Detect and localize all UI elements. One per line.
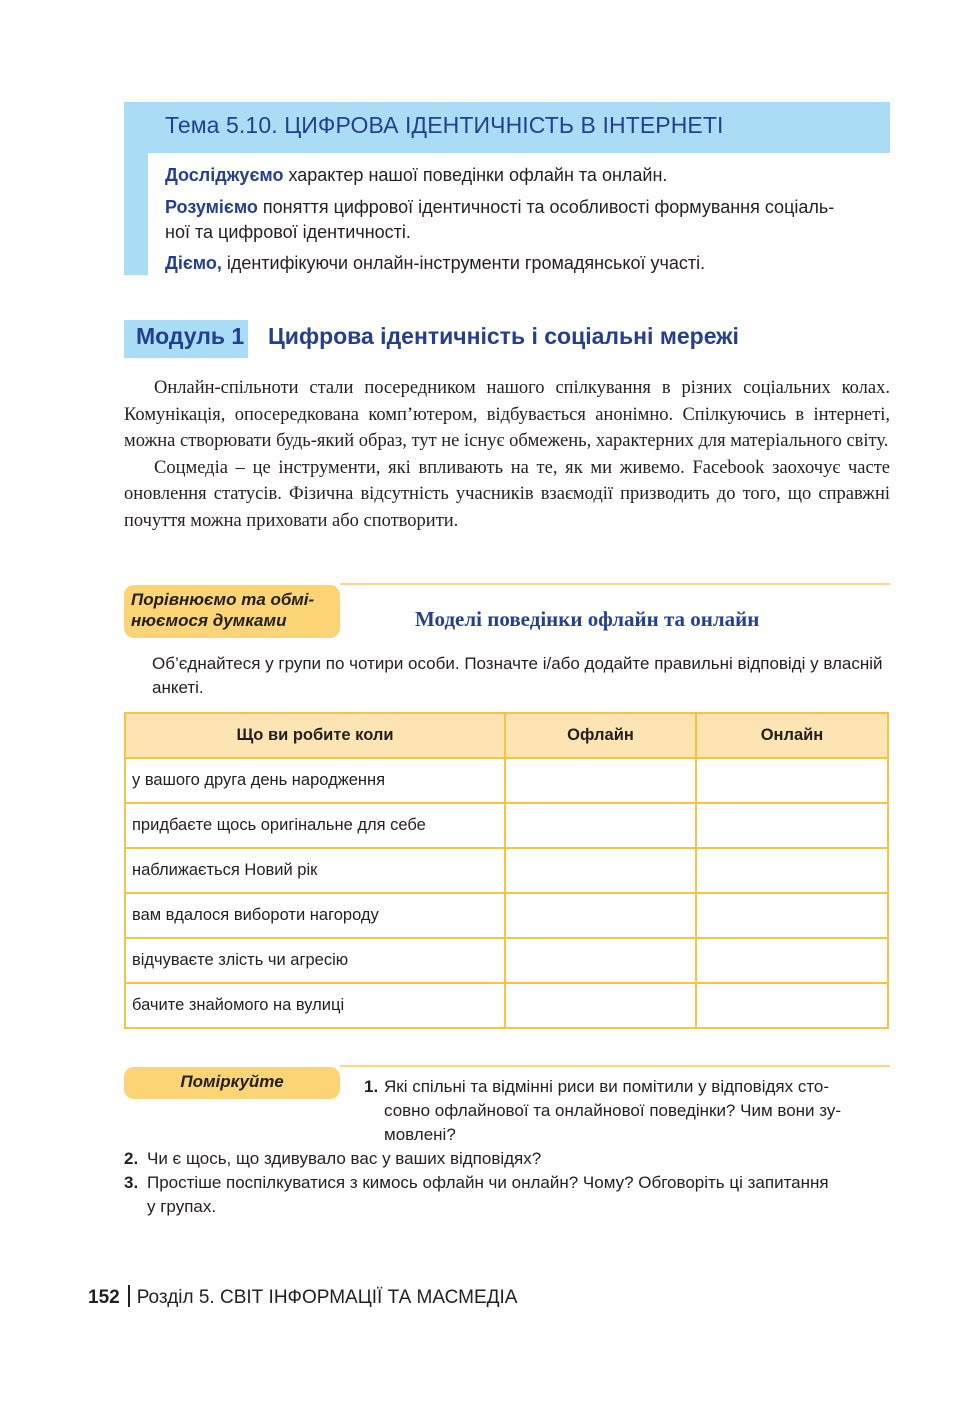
column-header-offline: Офлайн [505,713,696,758]
topic-side-bar [124,153,148,275]
column-header-situation: Що ви робите коли [125,713,505,758]
body-text [124,375,890,534]
goal-understand-text: поняття цифрової ідентичності та особливості формування соціаль- [257,197,835,217]
goal-understand-lead: Розуміємо [165,197,258,217]
question-3-number: 3. [124,1173,139,1192]
goal-act-lead: Діємо, [165,253,222,273]
goal-explore-lead: Досліджуємо [165,165,284,185]
offline-answer-cell[interactable] [505,983,696,1028]
section-divider [340,583,890,585]
goal-act [165,251,891,276]
topic-title: Тема 5.10. ЦИФРОВА ІДЕНТИЧНІСТЬ В ІНТЕРНЕТІ [165,112,724,138]
table-header-row [125,713,888,758]
question-1-line-1: Які спільні та відмінні риси ви помітили у відповідях сто- [384,1077,830,1096]
discuss-pill-line-1: Порівнюємо та обмі- [131,590,315,609]
question-1-text [384,1075,892,1147]
offline-answer-cell[interactable] [505,848,696,893]
question-3-line-1: Простіше поспілкуватися з кимось офлайн чи онлайн? Чому? Обговоріть ці запитання [147,1173,829,1192]
situation-cell: у вашого друга день народження [125,758,505,803]
goal-understand-text-cont: ної та цифрової ідентичності. [165,222,411,242]
paragraph-2: Соцмедіа – це інструменти, які впливають на те, як ми живемо. Facebook заохочує часте оновлення статусів. Фізична відсутність учасників взаємодії призводить до того, що справжні почуття можна приховати або спотворити. [124,457,890,531]
page-number: 152 [88,1287,120,1308]
table-row [125,983,888,1028]
goal-explore [165,163,891,188]
offline-answer-cell[interactable] [505,758,696,803]
column-header-online: Онлайн [696,713,888,758]
think-pill-text: Поміркуйте [180,1072,284,1091]
footer-section-title: Розділ 5. СВІТ ІНФОРМАЦІЇ ТА МАСМЕДІА [136,1287,518,1308]
module-title: Цифрова ідентичність і соціальні мережі [268,323,739,349]
online-answer-cell[interactable] [696,848,888,893]
module-label: Модуль 1 [136,323,245,349]
goal-explore-text: характер нашої поведінки офлайн та онлайн. [283,165,668,185]
think-divider [340,1065,890,1067]
offline-answer-cell[interactable] [505,803,696,848]
online-answer-cell[interactable] [696,983,888,1028]
question-3-line-2: у групах. [147,1197,217,1216]
discuss-pill-text [131,589,341,631]
question-2 [124,1147,894,1171]
question-2-text: Чи є щось, що здивувало вас у ваших відповідях? [147,1149,542,1168]
online-answer-cell[interactable] [696,938,888,983]
question-1-line-2: совно офлайнової та онлайнової поведінки? Чим вони зу- [384,1101,842,1120]
question-3-text [147,1171,894,1219]
instruction-text: Об’єднайтеся у групи по чотири особи. Позначте і/або додайте правильні відповіді у власній анкеті. [152,654,883,697]
offline-answer-cell[interactable] [505,938,696,983]
table-row [125,848,888,893]
online-answer-cell[interactable] [696,803,888,848]
footer-separator [128,1285,130,1307]
behavior-table [124,712,889,1029]
situation-cell: відчуваєте злість чи агресію [125,938,505,983]
question-2-number: 2. [124,1149,139,1168]
situation-cell: вам вдалося вибороти нагороду [125,893,505,938]
question-1-number: 1. [364,1077,379,1096]
situation-cell: придбаєте щось оригінальне для себе [125,803,505,848]
section-heading: Моделі поведінки офлайн та онлайн [415,607,760,631]
online-answer-cell[interactable] [696,893,888,938]
table-row [125,803,888,848]
page-footer [88,1285,517,1309]
goal-act-text: ідентифікуючи онлайн-інструменти громадянської участі. [221,253,706,273]
table-row [125,938,888,983]
table-row [125,758,888,803]
situation-cell: бачите знайомого на вулиці [125,983,505,1028]
question-1 [364,1075,894,1144]
online-answer-cell[interactable] [696,758,888,803]
question-1-line-3: мовлені? [384,1125,456,1144]
goal-understand [165,195,891,245]
situation-cell: наближається Новий рік [125,848,505,893]
discuss-pill-line-2: нюємося думками [131,611,287,630]
question-3 [124,1171,894,1216]
paragraph-1: Онлайн-спільноти стали посередником нашого спілкування в різних соціальних колах. Комунікація, опосередкована комп’ютером, відбувається анонімно. Спілкуючись в інтернеті, можна створювати будь-який образ, тут не існує обмежень, характерних для матеріального світу. [124,378,890,451]
offline-answer-cell[interactable] [505,893,696,938]
table-row [125,893,888,938]
